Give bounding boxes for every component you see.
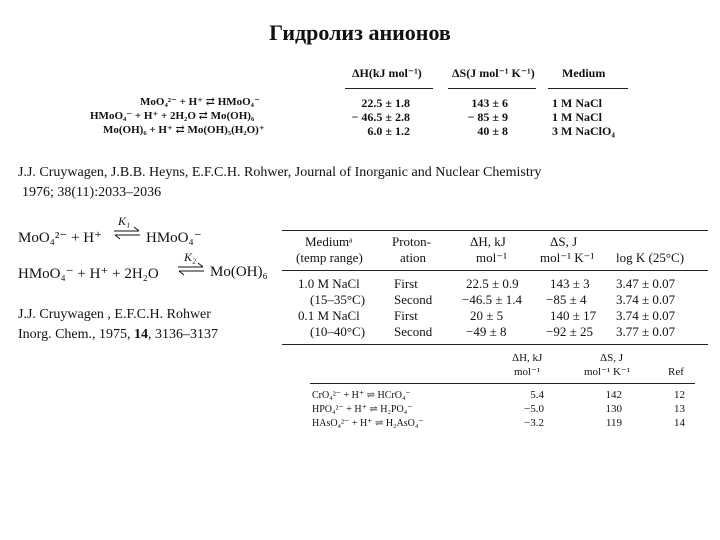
- table2-medium: (15–35°C): [310, 292, 366, 307]
- table1-ds: 143 ± 6: [471, 96, 508, 110]
- table2-header-medium: Mediumᵃ: [305, 234, 353, 249]
- table2-dh: −49 ± 8: [466, 324, 507, 339]
- scheme-eq2-right: Mo(OH)₆: [210, 264, 268, 280]
- table2-medium: 0.1 M NaCl: [298, 308, 360, 323]
- equilibrium-arrow-icon: [112, 226, 142, 240]
- table3-ref: 13: [674, 403, 685, 415]
- table2-logk: 3.47 ± 0.07: [616, 276, 676, 291]
- table1-header-ds: ΔS(J mol⁻¹ K⁻¹): [452, 66, 535, 80]
- table2-header-proton: Proton-: [392, 234, 431, 249]
- scheme-k2: K₂: [184, 250, 197, 264]
- table1-rule: [548, 88, 628, 89]
- table2-header-dh: ΔH, kJ: [470, 234, 506, 249]
- table2-protonation: First: [394, 308, 418, 323]
- table2-ds: −92 ± 25: [546, 324, 593, 339]
- scheme-eq1-left: MoO₄²⁻ + H⁺: [18, 230, 103, 246]
- table2-logk: 3.74 ± 0.07: [616, 292, 676, 307]
- table2-header-dh-unit: mol⁻¹: [476, 250, 507, 265]
- table3-ds: 119: [605, 417, 622, 429]
- table3-dh: 5.4: [530, 389, 544, 401]
- table1-medium: 1 M NaCl: [552, 96, 602, 110]
- reference-1-line-2: 1976; 38(11):2033–2036: [22, 185, 162, 200]
- table2-medium: 1.0 M NaCl: [298, 276, 360, 291]
- table2-ds: 143 ± 3: [550, 276, 590, 291]
- table2-ds: 140 ± 17: [550, 308, 597, 323]
- table1-ds: − 85 ± 9: [467, 110, 508, 124]
- reference-2-journal: Inorg. Chem., 1975,: [18, 327, 135, 342]
- table2-bottom-rule: [282, 344, 708, 345]
- table3-dh: −5.0: [524, 403, 544, 415]
- table2-top-rule: [282, 230, 708, 231]
- scheme-eq1-right: HMoO₄⁻: [146, 230, 202, 246]
- scheme-eq2-left: HMoO₄⁻ + H⁺ + 2H₂O: [18, 266, 159, 282]
- table3-header-dh-unit: mol⁻¹: [514, 366, 541, 378]
- table2-logk: 3.74 ± 0.07: [616, 308, 676, 323]
- table2-ds: −85 ± 4: [546, 292, 587, 307]
- table1-rule: [448, 88, 536, 89]
- table1-reaction: Mo(OH)₆ + H⁺ ⇄ Mo(OH)₅(H₂O)⁺: [103, 124, 265, 136]
- table3-reaction: CrO₄²⁻ + H⁺ ⇌ HCrO₄⁻: [312, 390, 411, 401]
- table3-header-rule: [310, 383, 695, 384]
- reference-2-pages: , 3136–3137: [148, 327, 219, 342]
- reference-2-volume: 14: [134, 327, 149, 342]
- table1-reaction: HMoO₄⁻ + H⁺ + 2H₂O ⇄ Mo(OH)₆: [90, 110, 255, 122]
- table1-dh: 6.0 ± 1.2: [367, 124, 410, 138]
- table3-ref: 14: [674, 417, 685, 429]
- table3-header-dh: ΔH, kJ: [512, 352, 543, 364]
- table1-ds: 40 ± 8: [477, 124, 508, 138]
- table2-protonation: First: [394, 276, 418, 291]
- table3-ds: 130: [605, 403, 622, 415]
- table2-medium: (10–40°C): [310, 324, 366, 339]
- table2-header-ds-unit: mol⁻¹ K⁻¹: [540, 250, 595, 265]
- table2-header-rule: [282, 270, 708, 271]
- reference-2-line-1: J.J. Cruywagen , E.F.C.H. Rohwer: [18, 307, 211, 322]
- page-title: Гидролиз анионов: [269, 20, 451, 45]
- table1-dh: 22.5 ± 1.8: [361, 96, 410, 110]
- table3-dh: −3.2: [524, 417, 544, 429]
- table1-medium: 3 M NaClO₄: [552, 124, 615, 138]
- table3-header-ds: ΔS, J: [600, 352, 623, 364]
- table1-medium: 1 M NaCl: [552, 110, 602, 124]
- table3-reaction: HPO₄²⁻ + H⁺ ⇌ H₂PO₄⁻: [312, 404, 413, 415]
- table3-reaction: HAsO₄²⁻ + H⁺ ⇌ H₂AsO₄⁻: [312, 418, 424, 429]
- table2-header-temp: (temp range): [296, 250, 363, 265]
- table2-header-ds: ΔS, J: [550, 234, 578, 249]
- table1-header-medium: Medium: [562, 66, 606, 80]
- table1-rule: [345, 88, 433, 89]
- table1-header-dh: ΔH(kJ mol⁻¹): [352, 66, 422, 80]
- table2-protonation: Second: [394, 292, 433, 307]
- table2-dh: 20 ± 5: [470, 308, 504, 323]
- table2-dh: 22.5 ± 0.9: [466, 276, 519, 291]
- reference-2-line-2: [18, 326, 218, 344]
- table2-logk: 3.77 ± 0.07: [616, 324, 676, 339]
- table3-header-ref: Ref: [668, 366, 684, 378]
- table3-ref: 12: [674, 389, 685, 401]
- table3-header-ds-unit: mol⁻¹ K⁻¹: [584, 366, 631, 378]
- table2-protonation: Second: [394, 324, 433, 339]
- table2-header-ation: ation: [400, 250, 426, 265]
- table1-dh: − 46.5 ± 2.8: [351, 110, 410, 124]
- table2-dh: −46.5 ± 1.4: [462, 292, 522, 307]
- scheme-k1: K₁: [118, 214, 131, 228]
- table2-header-logk: log K (25°C): [616, 250, 685, 265]
- equilibrium-arrow-icon: [176, 262, 206, 276]
- table1-reaction: MoO₄²⁻ + H⁺ ⇄ HMoO₄⁻: [140, 96, 260, 108]
- reference-1-line-1: J.J. Cruywagen, J.B.B. Heyns, E.F.C.H. Rohwer, Journal of Inorganic and Nuclear Chemistry: [18, 165, 542, 180]
- table3-ds: 142: [605, 389, 622, 401]
